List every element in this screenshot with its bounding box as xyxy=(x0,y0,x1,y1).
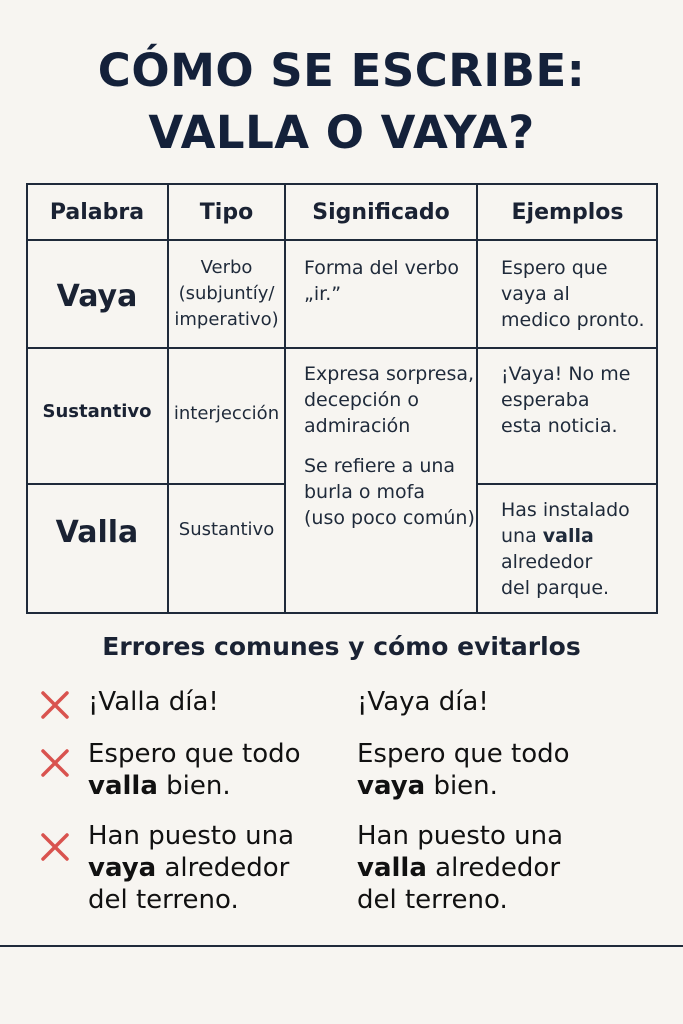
wrong-usage xyxy=(88,820,358,916)
page-title xyxy=(0,40,683,164)
example-line: ¡Vaya! No me xyxy=(501,363,631,385)
correct-line: Han puesto una xyxy=(357,821,564,851)
meaning-line: „ir.” xyxy=(304,283,342,305)
meaning-line: Forma del verbo xyxy=(304,257,460,279)
header-ejemplos: Ejemplos xyxy=(511,200,624,225)
meaning-cell-row1 xyxy=(304,255,476,307)
example-line: Has instalado xyxy=(501,499,630,521)
type-cell-row1 xyxy=(168,255,285,333)
type-line: imperativo) xyxy=(174,309,279,330)
correct-usage xyxy=(357,738,647,802)
meaning-line: Expresa sorpresa, xyxy=(304,363,475,385)
correct-line: del terreno. xyxy=(357,885,508,915)
meaning-line: (uso poco común) xyxy=(304,507,475,529)
cross-icon xyxy=(38,830,72,864)
meaning-line: burla o mofa xyxy=(304,481,426,503)
error-item xyxy=(38,820,658,920)
header-significado: Significado xyxy=(312,200,450,225)
correct-line xyxy=(357,770,647,802)
wrong-usage xyxy=(88,738,358,802)
example-line: esperaba xyxy=(501,389,590,411)
example-cell-row1 xyxy=(501,255,657,333)
wrong-highlight: vaya xyxy=(88,853,157,883)
cross-icon xyxy=(38,746,72,780)
example-line: medico pronto. xyxy=(501,309,645,331)
correct-line: Espero que todo xyxy=(357,739,570,769)
example-text: una xyxy=(501,525,543,547)
errors-heading: Errores comunes y cómo evitarlos xyxy=(102,632,581,661)
correct-usage: ¡Vaya día! xyxy=(357,687,489,717)
word-valla: Valla xyxy=(55,515,139,550)
meaning-line: admiración xyxy=(304,415,411,437)
example-cell-row2 xyxy=(501,361,657,439)
cross-icon xyxy=(38,688,72,722)
wrong-line xyxy=(88,770,358,802)
meaning-cell-row3 xyxy=(304,453,476,531)
word-vaya: Vaya xyxy=(56,279,138,314)
wrong-line: del terreno. xyxy=(88,885,239,915)
example-line: del parque. xyxy=(501,577,610,599)
meaning-line: Se refiere a una xyxy=(304,455,456,477)
correct-highlight: valla xyxy=(357,853,427,883)
wrong-line: Han puesto una xyxy=(88,821,295,851)
wrong-line: Espero que todo xyxy=(88,739,301,769)
error-item xyxy=(38,738,658,808)
type-line: Verbo xyxy=(200,257,253,278)
header-palabra: Palabra xyxy=(49,200,145,225)
wrong-highlight: valla xyxy=(88,771,158,801)
correct-line xyxy=(357,852,647,884)
example-line: esta noticia. xyxy=(501,415,618,437)
wrong-text: bien. xyxy=(157,771,231,801)
example-line xyxy=(501,523,657,549)
wrong-line xyxy=(88,852,358,884)
example-line: alrededor xyxy=(501,551,593,573)
type-line: (subjuntíy/ xyxy=(178,283,275,304)
correct-text: bien. xyxy=(425,771,498,801)
correct-usage xyxy=(357,820,647,916)
type-cell-row3: Sustantivo xyxy=(178,519,275,540)
error-item xyxy=(38,684,658,724)
correct-text: alrededor xyxy=(426,853,561,883)
type-cell-row2: interjección xyxy=(173,403,280,424)
wrong-text: alrededor xyxy=(156,853,290,883)
header-tipo: Tipo xyxy=(199,200,254,225)
example-highlight: valla xyxy=(542,525,594,547)
wrong-usage: ¡Valla día! xyxy=(88,687,219,717)
bottom-divider xyxy=(0,945,683,947)
comparison-table xyxy=(26,183,658,614)
title-line-2: VALLA O VAYA? xyxy=(148,106,535,159)
title-line-1: CÓMO SE ESCRIBE: xyxy=(97,44,586,97)
correct-highlight: vaya xyxy=(357,771,426,801)
example-line: vaya al xyxy=(501,283,570,305)
example-line: Espero que xyxy=(501,257,608,279)
meaning-line: decepción o xyxy=(304,389,420,411)
meaning-cell-row2 xyxy=(304,361,476,439)
word-sustantivo: Sustantivo xyxy=(42,401,152,422)
example-cell-row3 xyxy=(501,497,657,601)
